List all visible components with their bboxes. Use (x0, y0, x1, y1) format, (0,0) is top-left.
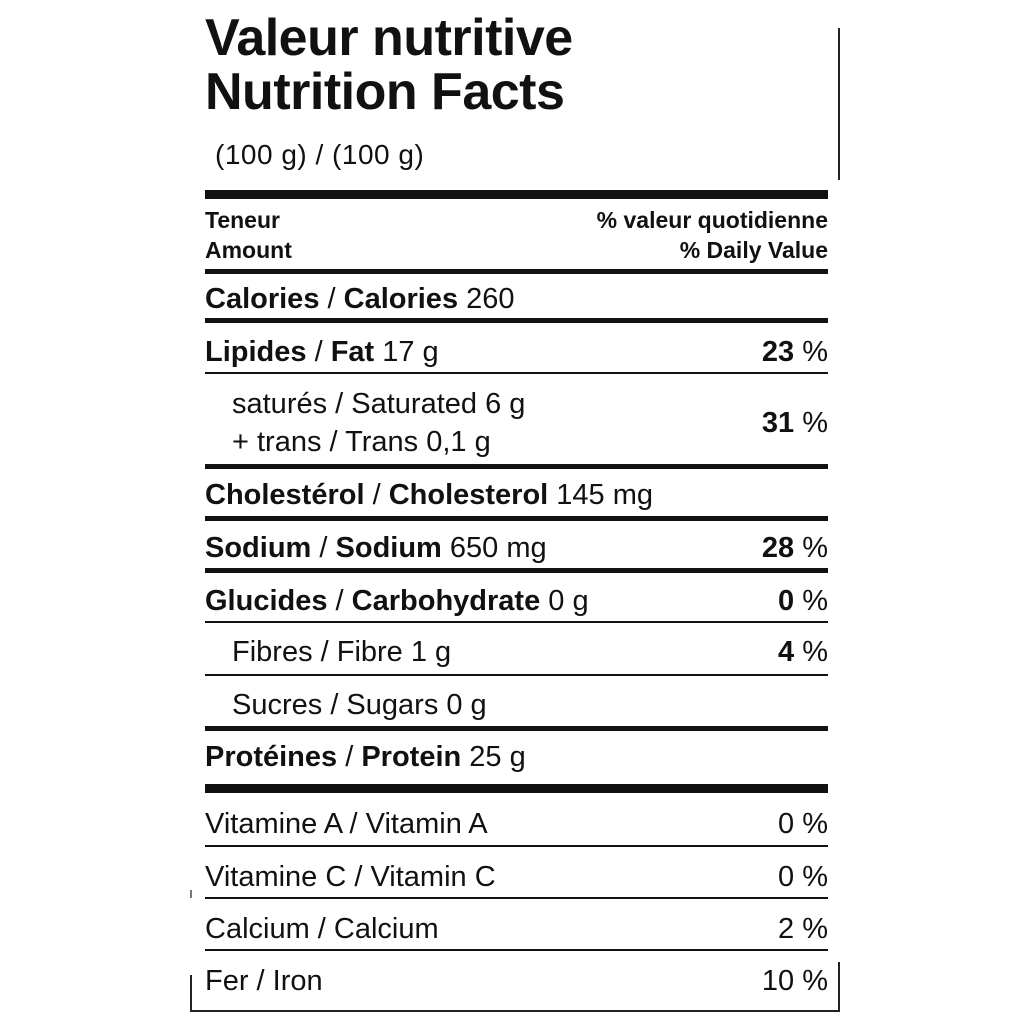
divider-thin (205, 674, 828, 676)
calcium-label: Calcium / Calcium (205, 913, 439, 945)
sodium-label-fr: Sodium (205, 532, 312, 564)
cholesterol-row (205, 477, 828, 513)
separator: / (364, 479, 389, 511)
vitamin-a-percent: 0 % (778, 808, 828, 840)
divider-thin (205, 372, 828, 374)
divider-thin (205, 897, 828, 899)
fat-label-en: Fat (330, 336, 375, 368)
divider-medium (205, 568, 828, 573)
iron-percent: 10 % (761, 965, 828, 997)
sodium-row (205, 530, 828, 566)
separator: / (327, 585, 352, 617)
calories-label-en: Calories (343, 283, 459, 315)
sugars-label: Sucres / Sugars 0 g (232, 689, 487, 721)
fibre-percent-number: 4 (778, 636, 795, 668)
sodium-percent (762, 530, 828, 566)
frame-edge (838, 28, 840, 180)
divider-thin (205, 949, 828, 951)
carbohydrate-value: 0 g (540, 585, 589, 617)
percent-sign: % (794, 636, 828, 668)
protein-row (205, 739, 828, 775)
divider-medium (205, 516, 828, 521)
daily-value-header-fr: % valeur quotidienne (596, 207, 828, 233)
daily-value-header-en: % Daily Value (679, 237, 828, 263)
fat-row (205, 334, 828, 370)
cholesterol-value: 145 mg (548, 479, 654, 511)
serving-size: (100 g) / (100 g) (215, 139, 425, 170)
sodium-value: 650 mg (441, 532, 547, 564)
carbohydrate-label-fr: Glucides (205, 585, 328, 617)
iron-label: Fer / Iron (205, 965, 323, 997)
saturated-percent-number: 31 (761, 407, 795, 439)
separator: / (319, 283, 344, 315)
iron-row (205, 963, 828, 999)
vitamin-c-row (205, 859, 828, 895)
divider-medium (205, 269, 828, 274)
fat-percent (762, 334, 828, 370)
divider-medium (205, 464, 828, 469)
nutrition-facts-label (205, 0, 828, 1024)
sugars-row (232, 687, 828, 723)
calcium-row (205, 911, 828, 947)
separator: / (311, 532, 336, 564)
saturated-fat-label: saturés / Saturated 6 g (232, 388, 526, 420)
vitamin-c-percent: 0 % (778, 861, 828, 893)
calories-value: 260 (458, 283, 515, 315)
divider-thick (205, 784, 828, 793)
fat-label-fr: Lipides (205, 336, 307, 368)
fat-percent-number: 23 (761, 336, 795, 368)
frame-edge (838, 962, 840, 1012)
saturated-trans-row (232, 385, 828, 461)
percent-sign: % (794, 407, 828, 439)
amount-header-en: Amount (205, 237, 292, 263)
sodium-percent-number: 28 (761, 532, 795, 564)
fibre-label: Fibres / Fibre 1 g (232, 636, 452, 668)
percent-sign: % (794, 585, 828, 617)
fibre-percent (778, 634, 828, 670)
frame-edge (190, 975, 192, 1012)
vitamin-c-label: Vitamine C / Vitamin C (205, 861, 496, 893)
divider-thin (205, 845, 828, 847)
protein-value: 25 g (461, 741, 526, 773)
divider-medium (205, 318, 828, 323)
trans-fat-label: + trans / Trans 0,1 g (232, 426, 491, 458)
frame-mark (190, 890, 192, 898)
protein-label-en: Protein (361, 741, 462, 773)
title-english: Nutrition Facts (205, 63, 565, 121)
protein-label-fr: Protéines (205, 741, 338, 773)
carbohydrate-label-en: Carbohydrate (351, 585, 541, 617)
daily-value-header (597, 205, 828, 265)
cholesterol-label-fr: Cholestérol (205, 479, 365, 511)
percent-sign: % (794, 532, 828, 564)
saturated-trans-percent (762, 404, 828, 442)
divider-thin (205, 621, 828, 623)
vitamin-a-label: Vitamine A / Vitamin A (205, 808, 488, 840)
calories-label-fr: Calories (205, 283, 320, 315)
carbohydrate-percent-number: 0 (778, 585, 795, 617)
sodium-label-en: Sodium (335, 532, 442, 564)
carbohydrate-percent (778, 583, 828, 619)
calcium-percent: 2 % (778, 913, 828, 945)
carbohydrate-row (205, 583, 828, 619)
vitamin-a-row (205, 806, 828, 842)
calories-row (205, 281, 828, 317)
divider-medium (205, 726, 828, 731)
fat-value: 17 g (374, 336, 439, 368)
cholesterol-label-en: Cholesterol (388, 479, 549, 511)
fibre-row (232, 634, 828, 670)
title-french: Valeur nutritive (205, 9, 573, 67)
separator: / (306, 336, 331, 368)
amount-header (205, 205, 292, 265)
percent-sign: % (794, 336, 828, 368)
amount-header-fr: Teneur (205, 207, 280, 233)
separator: / (337, 741, 362, 773)
divider-thick (205, 190, 828, 199)
